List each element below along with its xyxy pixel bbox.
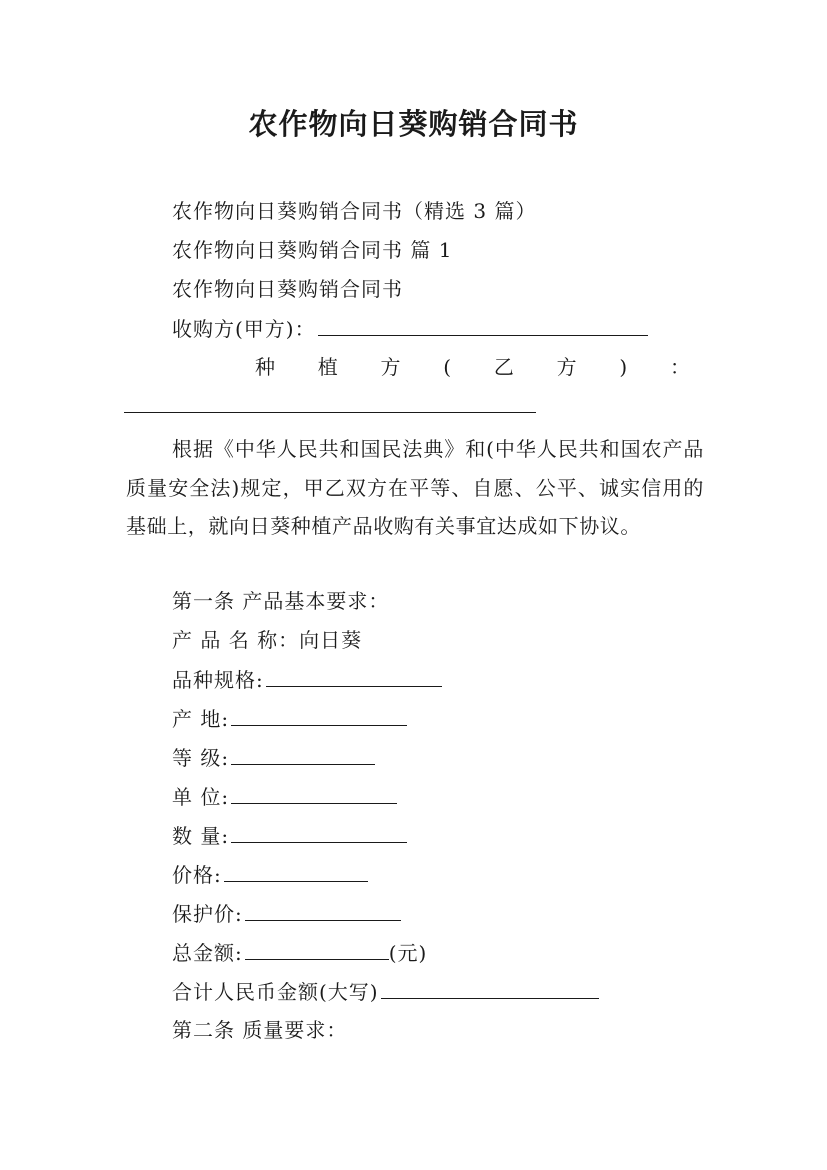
grower-blank[interactable] bbox=[124, 412, 536, 413]
total-amount-label: 总金额: bbox=[172, 941, 243, 965]
quantity-field bbox=[172, 822, 407, 849]
product-name-label: 产 品 名 称： bbox=[172, 628, 300, 652]
buyer-label: 收购方(甲方)： bbox=[172, 317, 316, 341]
heading-line-article: 农作物向日葵购销合同书 篇 1 bbox=[172, 238, 453, 262]
protected-price-field bbox=[172, 900, 401, 927]
grower-label-char: 方 bbox=[380, 355, 401, 379]
rmb-amount-field bbox=[172, 978, 599, 1005]
document-title: 农作物向日葵购销合同书 bbox=[248, 107, 579, 141]
protected-price-label: 保护价: bbox=[172, 902, 243, 926]
origin-label: 产 地: bbox=[172, 707, 230, 731]
origin-blank[interactable] bbox=[231, 705, 407, 726]
rmb-amount-label: 合计人民币金额(大写) bbox=[172, 980, 379, 1004]
article2-heading: 第二条 质量要求： bbox=[172, 1018, 348, 1042]
article1-heading: 第一条 产品基本要求： bbox=[172, 589, 390, 613]
total-amount-field bbox=[172, 939, 427, 966]
grade-label: 等 级: bbox=[172, 746, 230, 770]
buyer-blank[interactable] bbox=[318, 315, 648, 336]
heading-line-collection: 农作物向日葵购销合同书（精选 3 篇） bbox=[172, 199, 537, 223]
grower-label-char: ( bbox=[443, 355, 452, 379]
product-name-field bbox=[172, 627, 362, 653]
unit-label: 单 位: bbox=[172, 785, 230, 809]
grade-field bbox=[172, 744, 375, 771]
grower-label-char: 种 bbox=[255, 355, 275, 379]
grower-label-char: 乙 bbox=[493, 355, 514, 379]
heading-line-contract: 农作物向日葵购销合同书 bbox=[172, 277, 403, 301]
quantity-label: 数 量: bbox=[172, 824, 230, 848]
grower-label-char: 植 bbox=[317, 355, 338, 379]
grade-blank[interactable] bbox=[231, 744, 375, 765]
grower-label-row bbox=[255, 354, 690, 380]
quantity-blank[interactable] bbox=[231, 822, 407, 843]
variety-spec-blank[interactable] bbox=[266, 666, 442, 687]
price-blank[interactable] bbox=[224, 861, 368, 882]
unit-blank[interactable] bbox=[231, 783, 397, 804]
intro-paragraph: 根据《中华人民共和国民法典》和(中华人民共和国农产品质量安全法)规定，甲乙双方在平等、自愿、公平、诚实信用的基础上，就向日葵种植产品收购有关事宜达成如下协议。 bbox=[126, 437, 704, 539]
variety-spec-label: 品种规格: bbox=[172, 668, 264, 692]
grower-label-char: 方 bbox=[556, 355, 577, 379]
unit-field bbox=[172, 783, 397, 810]
buyer-field bbox=[172, 315, 648, 342]
grower-label-char: ) bbox=[619, 355, 628, 379]
grower-label-char: ： bbox=[669, 355, 690, 379]
total-amount-blank[interactable] bbox=[245, 939, 389, 960]
origin-field bbox=[172, 705, 407, 732]
rmb-amount-blank[interactable] bbox=[381, 978, 599, 999]
variety-spec-field bbox=[172, 666, 442, 693]
product-name-value: 向日葵 bbox=[299, 628, 363, 652]
total-amount-unit: (元) bbox=[388, 941, 428, 965]
protected-price-blank[interactable] bbox=[245, 900, 401, 921]
price-label: 价格: bbox=[172, 863, 222, 887]
price-field bbox=[172, 861, 368, 888]
